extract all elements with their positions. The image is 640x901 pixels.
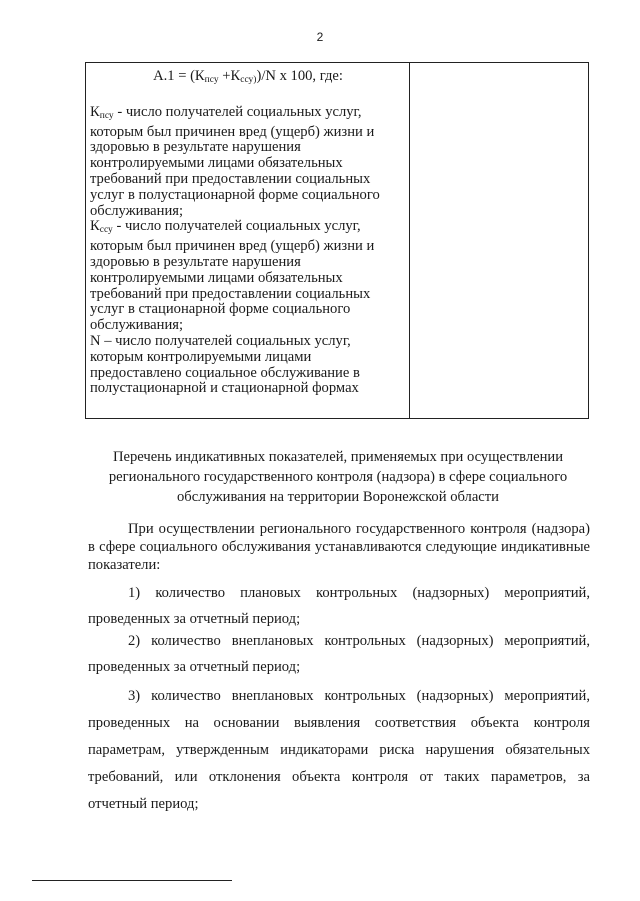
definition-k-ssu (90, 219, 406, 334)
list-item: 3) количество внеплановых контрольных (надзорных) мероприятий, проведенных на основании выявления соответствия объекта контроля параметрам, утвержденным индикаторами риска нарушения обязательных требований, или отклонения объекта контроля от таких параметров, за отчетный период; (88, 688, 590, 812)
section-title: Перечень индикативных показателей, применяемых при осуществлении регионального государственного контроля (надзора) в сфере социального обслуживания на территории Воронежской области (108, 449, 568, 505)
definition-k-ssu-sub: ссу (99, 225, 113, 236)
formula-suffix: )/N x 100, где: (256, 68, 343, 84)
definition-k-psu-symbol: К (90, 103, 100, 120)
formula-sub-psu: псу (204, 75, 219, 85)
list-item: 2) количество внеплановых контрольных (надзорных) мероприятий, проведенных за отчетный период; (88, 633, 590, 675)
page-number: 2 (316, 30, 324, 44)
list-item: 1) количество плановых контрольных (надзорных) мероприятий, проведенных за отчетный период; (88, 585, 590, 627)
footer-rule (32, 880, 232, 881)
formula (90, 69, 406, 89)
definition-k-psu-text: - число получателей социальных услуг, которым был причинен вред (ущерб) жизни и здоровью в результате нарушения контролируемыми лицами обязательных требований при предоставлении социальных услуг в полустационарной форме социального обслуживания; (90, 103, 380, 219)
definition-k-ssu-symbol: К (90, 218, 100, 235)
definition-k-psu-sub: псу (99, 110, 114, 121)
formula-mid: +К (218, 68, 241, 84)
definition-k-psu (90, 105, 406, 220)
table-cell-formula (90, 69, 406, 397)
intro-paragraph: При осуществлении регионального государственного контроля (надзора) в сфере социального обслуживания устанавливаются следующие индикативные показатели: (88, 521, 590, 573)
formula-prefix: А.1 = (К (153, 68, 205, 84)
definition-k-ssu-text: - число получателей социальных услуг, которым был причинен вред (ущерб) жизни и здоровью в результате нарушения контролируемыми лицами обязательных требований при предоставлении социальных услуг в стационарной форме социального обслуживания; (90, 218, 375, 334)
indicator-table (85, 62, 589, 419)
formula-sub-ssu: ссу) (240, 75, 257, 85)
definition-n: N – число получателей социальных услуг, которым контролируемыми лицами предоставлено социальное обслуживание в полустационарной и стационарной формах (90, 332, 360, 397)
table-column-divider (409, 63, 410, 418)
